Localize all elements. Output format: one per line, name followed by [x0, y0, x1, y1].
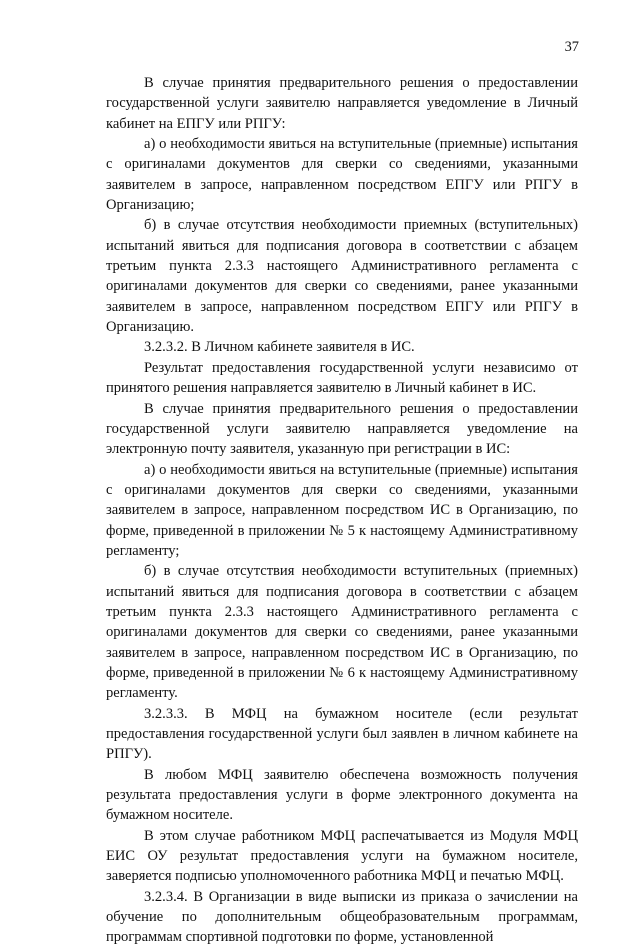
paragraph-mfc-any: В любом МФЦ заявителю обеспечена возможность получения результата предоставления услуги в форме электронного документа на бумажном носителе.: [106, 766, 578, 824]
paragraph-section-3-2-3-3: 3.2.3.3. В МФЦ на бумажном носителе (если результат предоставления государственной услуги был заявлен в личном кабинете на РПГУ).: [106, 705, 578, 763]
paragraph-section-3-2-3-4: 3.2.3.4. В Организации в виде выписки из приказа о зачислении на обучение по дополнительным общеобразовательным программам, программам спортивной подготовки по форме, установленной: [106, 888, 578, 946]
paragraph-section-3-2-3-2: 3.2.3.2. В Личном кабинете заявителя в ИС.: [144, 339, 415, 356]
paragraph-item-a-epgu: а) о необходимости явиться на вступительные (приемные) испытания с оригиналами документов для сверки со сведениями, указанными заявителем в запросе, направленном посредством ЕПГУ или РПГУ в Организацию;: [106, 136, 578, 214]
paragraph-item-b-is: б) в случае отсутствия необходимости вступительных (приемных) испытаний явиться для подписания договора в соответствии с абзацем третьим пункта 2.3.3 настоящего Административного регламента с оригиналами документов для сверки со сведениями, ранее указанными заявителем в запросе, направленном посредством ИС в Организацию, по форме, приведенной в приложении № 6 к настоящему Административному регламенту.: [106, 563, 578, 702]
document-body: [106, 73, 578, 948]
paragraph-item-a-is: а) о необходимости явиться на вступительные (приемные) испытания с оригиналами документов для сверки со сведениями, указанными заявителем в запросе, направленном посредством ИС в Организацию, по форме, приведенной в приложении № 5 к настоящему Административному регламенту;: [106, 461, 578, 559]
paragraph-item-b-epgu: б) в случае отсутствия необходимости приемных (вступительных) испытаний явиться для подписания договора в соответствии с абзацем третьим пункта 2.3.3 настоящего Административного регламента с оригиналами документов для сверки со сведениями, ранее указанными заявителем в запросе, направленном посредством ЕПГУ или РПГУ в Организацию.: [106, 217, 578, 336]
paragraph-notification-epgu: В случае принятия предварительного решения о предоставлении государственной услуги заявителю направляется уведомление в Личный кабинет на ЕПГУ или РПГУ:: [106, 75, 578, 132]
paragraph-result-is: Результат предоставления государственной услуги независимо от принятого решения направляется заявителю в Личный кабинет в ИС.: [106, 359, 578, 397]
page-number: 37: [564, 39, 579, 55]
paragraph-notification-email: В случае принятия предварительного решения о предоставлении государственной услуги заявителю направляется уведомление на электронную почту заявителя, указанную при регистрации в ИС:: [106, 400, 578, 458]
paragraph-mfc-print: В этом случае работником МФЦ распечатывается из Модуля МФЦ ЕИС ОУ результат предоставления услуги на бумажном носителе, заверяется подписью уполномоченного работника МФЦ и печатью МФЦ.: [106, 827, 578, 885]
